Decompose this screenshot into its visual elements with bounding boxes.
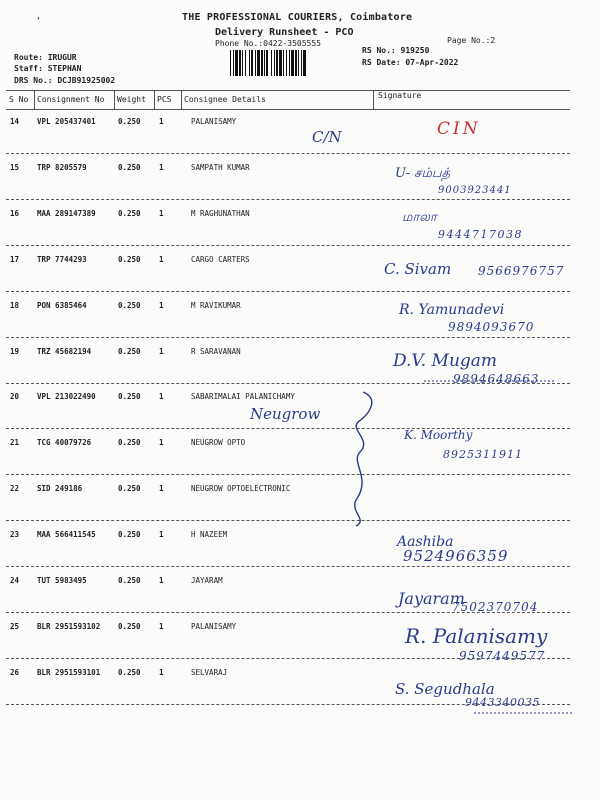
cell-consignment: TRZ 45682194 (37, 347, 92, 356)
signature-26: S. Segudhala (395, 680, 495, 698)
cell-consignment: TCG 40079726 (37, 438, 92, 447)
table-row (0, 301, 600, 313)
signature-24: Jayaram (398, 589, 465, 608)
col-divider (154, 90, 155, 110)
staff-label: Staff: STEPHAN (14, 64, 82, 73)
signature-19: D.V. Mugam (393, 351, 498, 371)
cell-consignee: NEUGROW OPTOELECTRONIC (191, 484, 291, 493)
table-header-rule (6, 109, 570, 110)
cell-consignment: TRP 8205579 (37, 163, 87, 172)
row-separator (6, 291, 570, 292)
cell-sno: 15 (10, 163, 20, 172)
cell-sno: 18 (10, 301, 20, 310)
cell-sno: 26 (10, 668, 20, 677)
table-row (0, 668, 600, 680)
row-separator (6, 474, 570, 475)
table-row (0, 530, 600, 542)
cell-weight: 0.250 (118, 438, 141, 447)
row-separator (6, 337, 570, 338)
cell-consignment: TUT 5983495 (37, 576, 87, 585)
table-row (0, 117, 600, 129)
cell-sno: 16 (10, 209, 20, 218)
cell-sno: 22 (10, 484, 20, 493)
table-row (0, 576, 600, 588)
cell-consignment: SID 249186 (37, 484, 83, 493)
phone-19: 9894648663 (453, 372, 540, 386)
cell-consignee: PALANISAMY (191, 117, 237, 126)
cell-weight: 0.250 (118, 576, 141, 585)
cell-sno: 17 (10, 255, 20, 264)
signature-23: Aashiba (397, 534, 454, 550)
cell-consignment: VPL 213022490 (37, 392, 96, 401)
handwritten-cn-note-red: CIN (437, 119, 481, 139)
table-row (0, 347, 600, 359)
col-header-signature: Signature (378, 91, 422, 100)
cell-consignment: VPL 205437401 (37, 117, 96, 126)
col-header-consignment: Consignment No (37, 95, 105, 104)
cell-pcs: 1 (159, 301, 164, 310)
cell-consignee: M RAGHUNATHAN (191, 209, 250, 218)
table-top-rule (6, 90, 570, 91)
col-header-sno: S No (9, 95, 29, 104)
handwritten-neugrow: Neugrow (250, 405, 321, 423)
cell-pcs: 1 (159, 438, 164, 447)
cell-sno: 25 (10, 622, 20, 631)
phone-18: 9894093670 (448, 320, 535, 334)
col-header-pcs: PCS (157, 95, 172, 104)
col-header-consignee: Consignee Details (184, 95, 266, 104)
cell-consignment: TRP 7744293 (37, 255, 87, 264)
cell-consignee: SABARIMALAI PALANICHAMY (191, 392, 295, 401)
rs-number: RS No.: 919250 (362, 46, 430, 55)
signature-16: மாலா (402, 210, 437, 225)
phone-26: 9443340035 (465, 696, 540, 709)
phone-21: 8925311911 (443, 448, 523, 461)
corner-mark: ‘ (36, 16, 41, 25)
row-separator (6, 566, 570, 567)
row-separator (6, 520, 570, 521)
col-divider (34, 90, 35, 110)
cell-pcs: 1 (159, 163, 164, 172)
rs-date: RS Date: 07-Apr-2022 (362, 58, 459, 67)
cell-weight: 0.250 (118, 255, 141, 264)
row-separator (6, 153, 570, 154)
company-title: THE PROFESSIONAL COURIERS, Coimbatore (182, 12, 413, 23)
pen-bracket-stroke (355, 392, 372, 526)
row-separator (6, 245, 570, 246)
cell-weight: 0.250 (118, 392, 141, 401)
cell-weight: 0.250 (118, 622, 141, 631)
signature-21: K. Moorthy (404, 428, 473, 442)
cell-weight: 0.250 (118, 530, 141, 539)
signature-17: C. Sivam (384, 260, 452, 278)
cell-consignee: PALANISAMY (191, 622, 237, 631)
cell-consignee: M RAVIKUMAR (191, 301, 241, 310)
phone-23: 9524966359 (403, 547, 509, 565)
cell-consignment: BLR 2951593102 (37, 622, 101, 631)
cell-consignee: NEUGROW OPTO (191, 438, 246, 447)
cell-sno: 21 (10, 438, 20, 447)
row-separator (6, 428, 570, 429)
cell-sno: 19 (10, 347, 20, 356)
signature-18: R. Yamunadevi (399, 302, 505, 318)
cell-sno: 14 (10, 117, 20, 126)
cell-consignment: PON 6385464 (37, 301, 87, 310)
cell-weight: 0.250 (118, 301, 141, 310)
row-separator (6, 199, 570, 200)
col-divider (181, 90, 182, 110)
phone-15: 9003923441 (438, 185, 512, 196)
cell-pcs: 1 (159, 530, 164, 539)
signature-25: R. Palanisamy (405, 624, 548, 648)
phone-17: 9566976757 (478, 264, 565, 278)
cell-consignee: SELVARAJ (191, 668, 228, 677)
cell-pcs: 1 (159, 622, 164, 631)
col-header-weight: Weight (117, 95, 146, 104)
route-label: Route: IRUGUR (14, 53, 77, 62)
document-title: Delivery Runsheet - PCO (215, 27, 354, 38)
cell-consignment: MAA 566411545 (37, 530, 96, 539)
cell-pcs: 1 (159, 392, 164, 401)
page-number: Page No.:2 (447, 36, 496, 45)
cell-weight: 0.250 (118, 209, 141, 218)
phone-25: 9597449577 (459, 649, 546, 663)
signature-15: U- சம்பத் (395, 166, 451, 181)
cell-consignee: CARGO CARTERS (191, 255, 250, 264)
table-row (0, 163, 600, 175)
cell-weight: 0.250 (118, 117, 141, 126)
cell-consignee: JAYARAM (191, 576, 223, 585)
table-row (0, 392, 600, 404)
cell-consignment: BLR 2951593101 (37, 668, 101, 677)
cell-pcs: 1 (159, 576, 164, 585)
cell-sno: 24 (10, 576, 20, 585)
phone-24: 7502370704 (452, 600, 539, 614)
table-row (0, 484, 600, 496)
table-row (0, 209, 600, 221)
cell-weight: 0.250 (118, 347, 141, 356)
col-divider (373, 90, 374, 110)
cell-weight: 0.250 (118, 668, 141, 677)
cell-pcs: 1 (159, 255, 164, 264)
cell-consignee: R SARAVANAN (191, 347, 241, 356)
handwritten-cn-note: C/N (312, 128, 342, 146)
cell-sno: 20 (10, 392, 20, 401)
cell-weight: 0.250 (118, 484, 141, 493)
drs-number: DRS No.: DCJB91925002 (14, 76, 116, 85)
phone-16: 9444717038 (438, 228, 523, 241)
cell-pcs: 1 (159, 209, 164, 218)
cell-pcs: 1 (159, 668, 164, 677)
cell-weight: 0.250 (118, 163, 141, 172)
phone-number: Phone No.:0422-3505555 (215, 39, 321, 48)
cell-consignment: MAA 289147389 (37, 209, 96, 218)
cell-sno: 23 (10, 530, 20, 539)
cell-consignee: SAMPATH KUMAR (191, 163, 250, 172)
cell-pcs: 1 (159, 484, 164, 493)
cell-consignee: H NAZEEM (191, 530, 228, 539)
cell-pcs: 1 (159, 117, 164, 126)
barcode (230, 50, 358, 76)
cell-pcs: 1 (159, 347, 164, 356)
col-divider (114, 90, 115, 110)
